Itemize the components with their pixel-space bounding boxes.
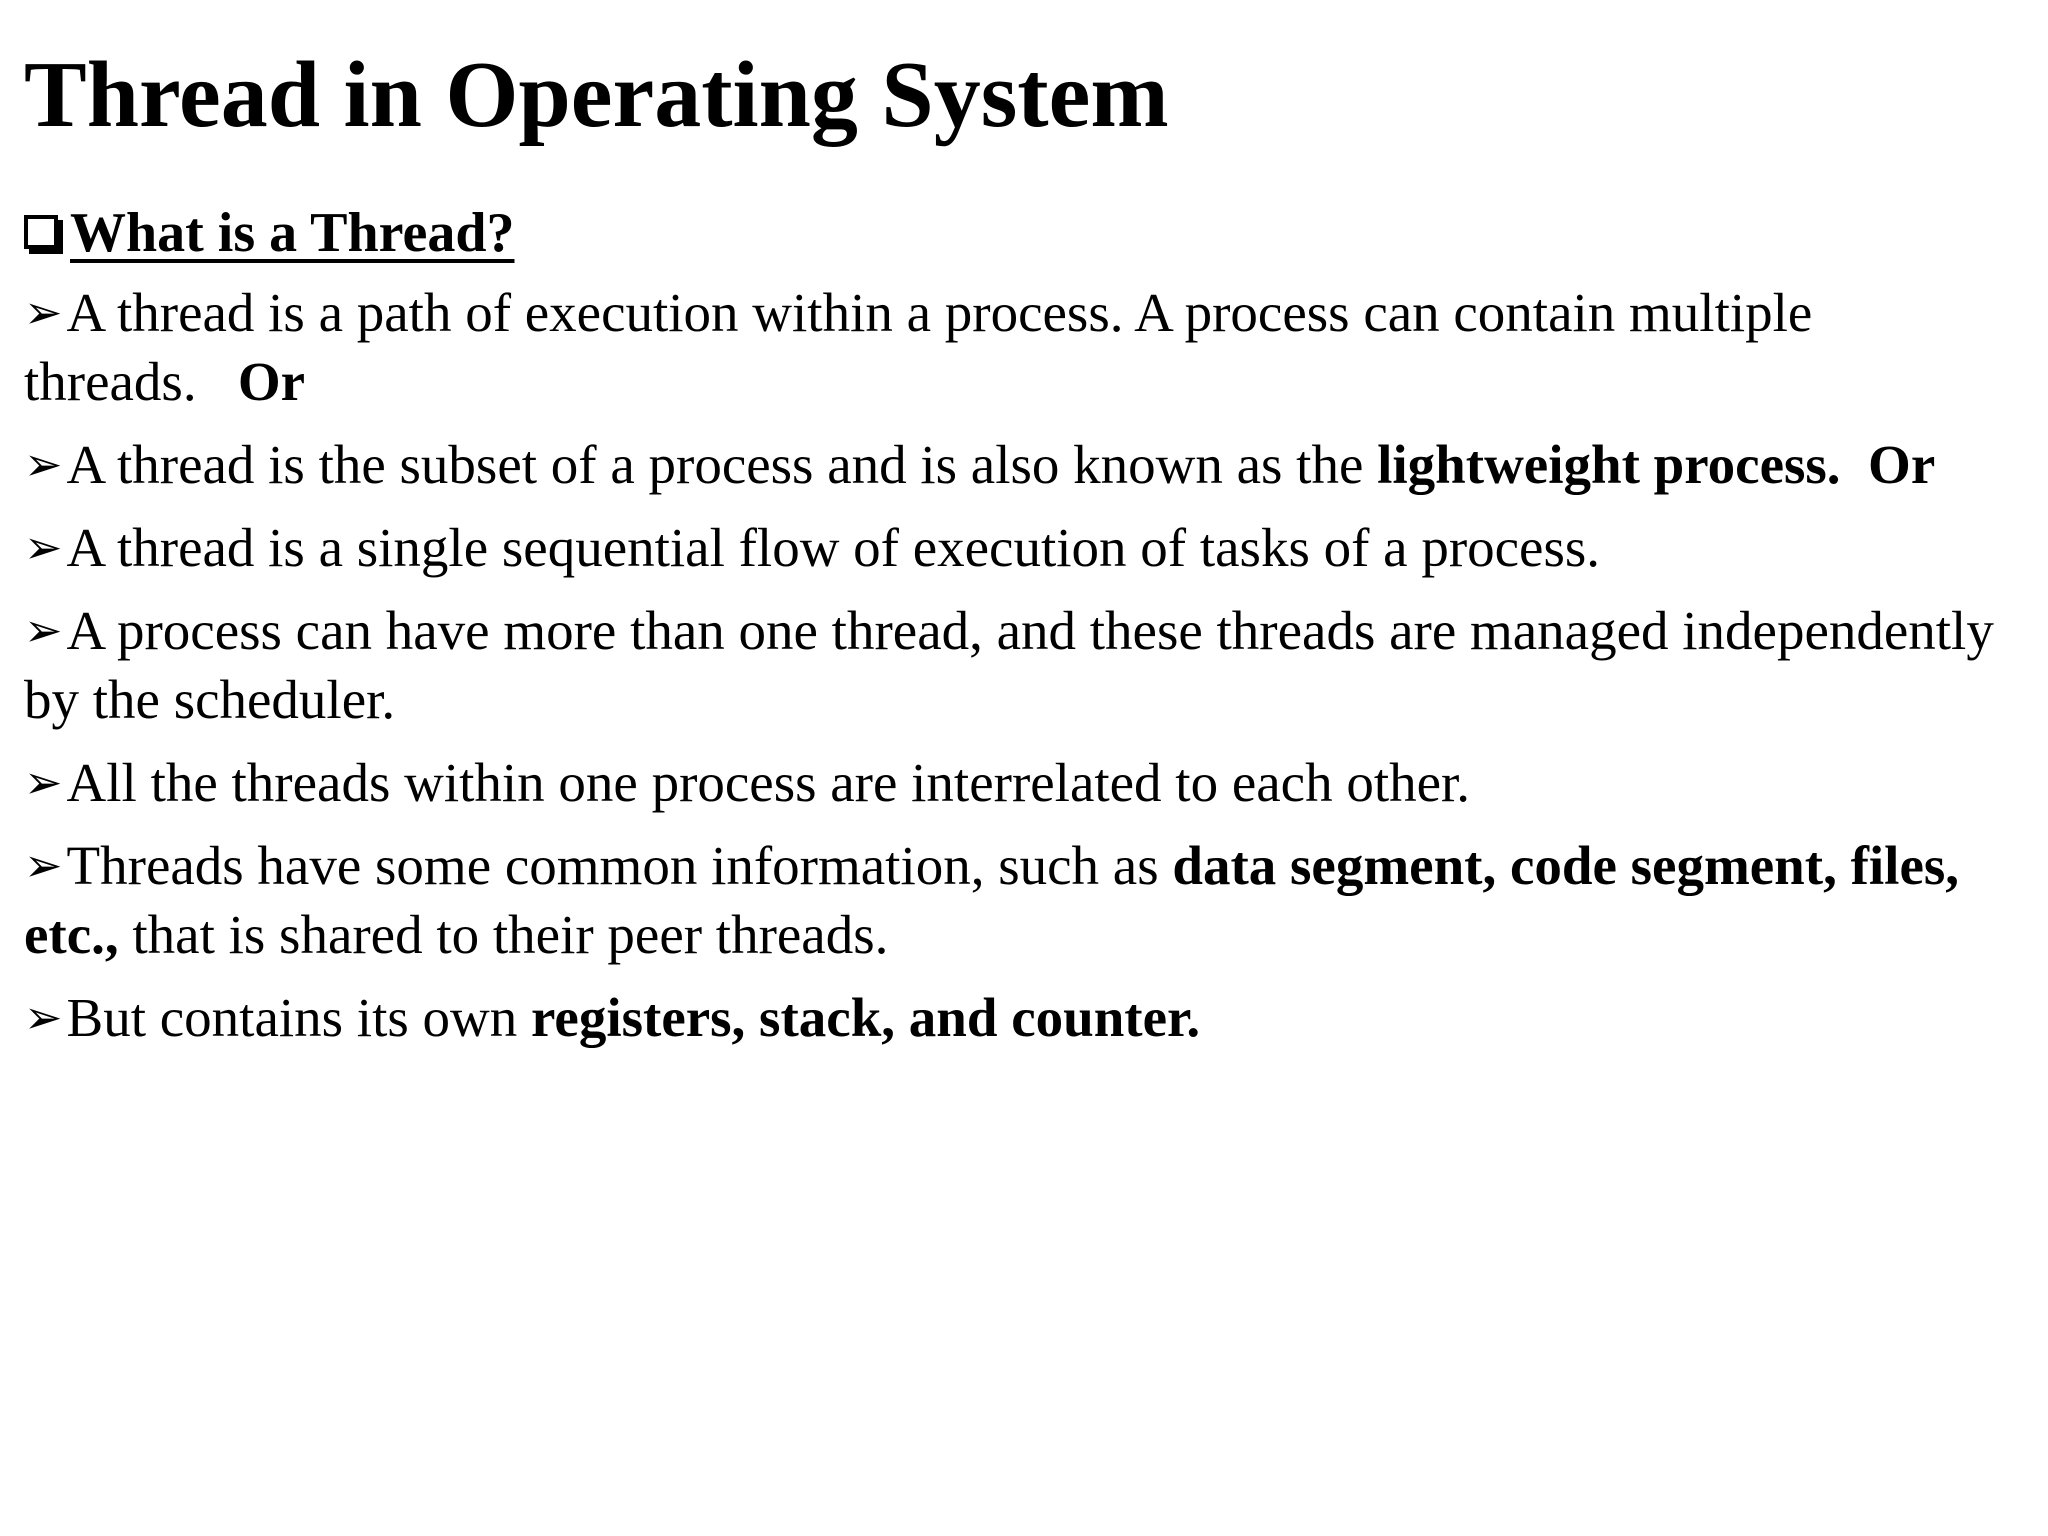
- bullet-emphasis: data segment, code segment, files, etc.,: [24, 835, 1960, 965]
- bullet-text: A thread is a single sequential flow of execution of tasks of a process.: [66, 517, 1601, 578]
- bullet-item: [24, 983, 2044, 1052]
- bullet-item: [24, 278, 2044, 416]
- bullet-emphasis: registers, stack, and counter.: [531, 987, 1201, 1048]
- bullet-text: A thread is the subset of a process and is also known as the: [66, 434, 1364, 495]
- bullet-list: [24, 278, 2044, 1066]
- bullet-item: [24, 831, 2044, 969]
- bullet-text: Threads have some common information, such as: [66, 835, 1159, 896]
- arrowhead-bullet-icon: ➢: [24, 603, 63, 657]
- arrowhead-bullet-icon: ➢: [24, 755, 63, 809]
- bullet-emphasis: lightweight process.: [1377, 434, 1841, 495]
- bullet-item: [24, 596, 2044, 734]
- arrowhead-bullet-icon: ➢: [24, 520, 63, 574]
- arrowhead-bullet-icon: ➢: [24, 437, 63, 491]
- bullet-text: A process can have more than one thread, and these threads are managed independently by the scheduler.: [24, 600, 1994, 730]
- arrowhead-bullet-icon: ➢: [24, 990, 63, 1044]
- bullet-emphasis: Or: [237, 351, 306, 412]
- bullet-text: All the threads within one process are interrelated to each other.: [66, 752, 1471, 813]
- bullet-item: [24, 748, 2044, 817]
- bullet-emphasis: Or: [1868, 434, 1936, 495]
- bullet-item: [24, 430, 2044, 499]
- arrowhead-bullet-icon: ➢: [24, 838, 63, 892]
- square-bullet-icon: [24, 215, 58, 249]
- bullet-item: [24, 513, 2044, 582]
- bullet-text: A thread is a path of execution within a process. A process can contain multiple threads.: [24, 282, 1813, 412]
- section-heading: [24, 200, 514, 267]
- bullet-text: But contains its own: [66, 987, 518, 1048]
- section-heading-text: What is a Thread?: [70, 202, 515, 264]
- arrowhead-bullet-icon: ➢: [24, 285, 63, 339]
- bullet-text: that is shared to their peer threads.: [132, 904, 889, 965]
- slide-title: Thread in Operating System: [24, 43, 1169, 147]
